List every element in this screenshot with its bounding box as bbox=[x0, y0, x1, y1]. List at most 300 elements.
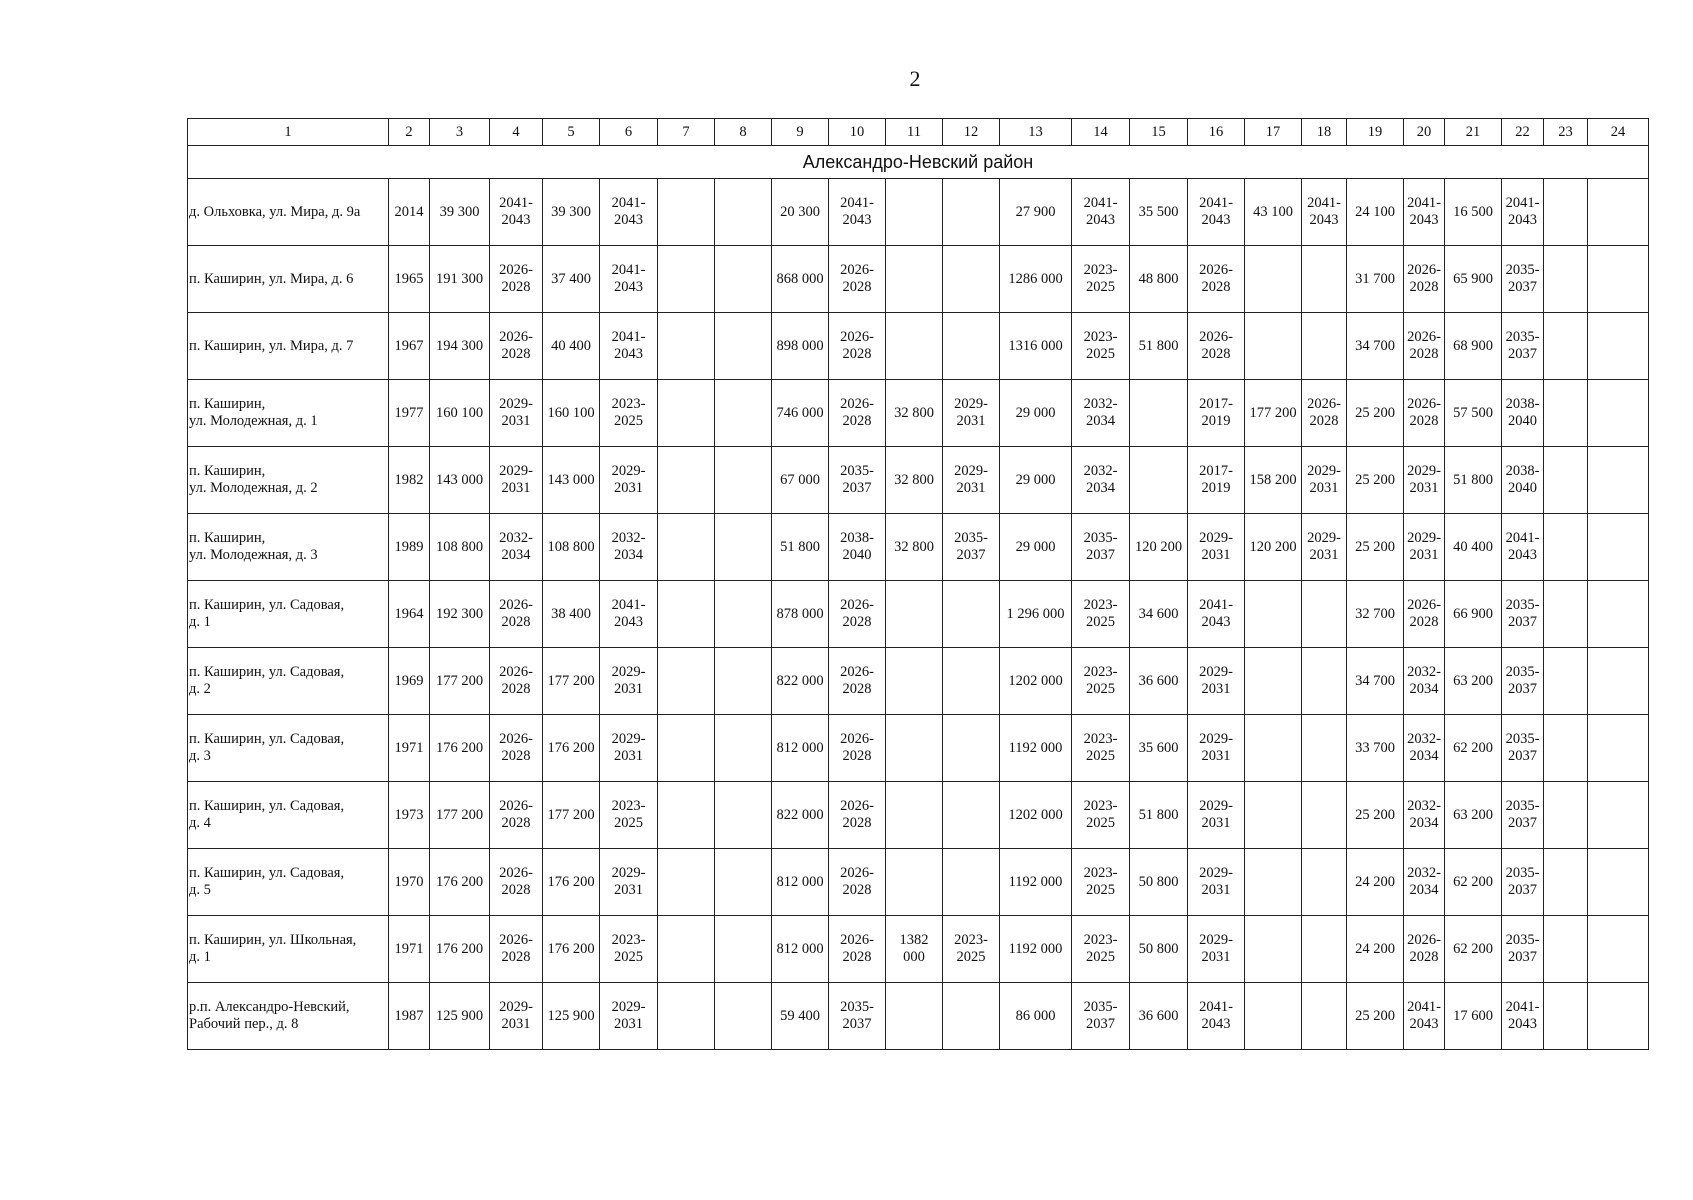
table-cell-col-5: 143 000 bbox=[543, 447, 600, 514]
table-row bbox=[188, 313, 1649, 380]
table-cell-col-4: 2026- 2028 bbox=[490, 782, 543, 849]
table-cell-col-13: 29 000 bbox=[1000, 514, 1072, 581]
column-header-19: 19 bbox=[1347, 119, 1404, 146]
table-cell-col-22: 2041- 2043 bbox=[1502, 983, 1544, 1050]
table-cell-col-16: 2026- 2028 bbox=[1188, 246, 1245, 313]
table-cell-col-3: 192 300 bbox=[430, 581, 490, 648]
table-cell-col-18: 2026- 2028 bbox=[1302, 380, 1347, 447]
table-cell-col-23 bbox=[1544, 313, 1588, 380]
address-cell: п. Каширин, ул. Школьная, д. 1 bbox=[188, 916, 389, 983]
table-cell-col-8 bbox=[715, 782, 772, 849]
table-cell-col-7 bbox=[658, 715, 715, 782]
table-cell-col-17: 177 200 bbox=[1245, 380, 1302, 447]
table-cell-col-21: 40 400 bbox=[1445, 514, 1502, 581]
table-cell-col-13: 1316 000 bbox=[1000, 313, 1072, 380]
table-cell-col-11 bbox=[886, 849, 943, 916]
district-name: Александро-Невский район bbox=[188, 146, 1649, 179]
table-row bbox=[188, 380, 1649, 447]
table-cell-col-4: 2026- 2028 bbox=[490, 581, 543, 648]
table-cell-col-10: 2026- 2028 bbox=[829, 380, 886, 447]
table-cell-col-3: 39 300 bbox=[430, 179, 490, 246]
register-table-wrapper bbox=[187, 118, 1649, 1050]
table-cell-col-8 bbox=[715, 246, 772, 313]
table-cell-col-12: 2029- 2031 bbox=[943, 380, 1000, 447]
table-cell-col-12 bbox=[943, 648, 1000, 715]
table-cell-col-7 bbox=[658, 380, 715, 447]
table-cell-col-4: 2029- 2031 bbox=[490, 380, 543, 447]
table-cell-col-11 bbox=[886, 648, 943, 715]
table-cell-col-2: 1977 bbox=[389, 380, 430, 447]
table-cell-col-22: 2035- 2037 bbox=[1502, 581, 1544, 648]
table-cell-col-6: 2041- 2043 bbox=[600, 581, 658, 648]
table-cell-col-16: 2017- 2019 bbox=[1188, 380, 1245, 447]
table-cell-col-4: 2026- 2028 bbox=[490, 648, 543, 715]
table-cell-col-6: 2041- 2043 bbox=[600, 246, 658, 313]
table-cell-col-9: 878 000 bbox=[772, 581, 829, 648]
table-cell-col-4: 2026- 2028 bbox=[490, 849, 543, 916]
table-cell-col-17 bbox=[1245, 581, 1302, 648]
table-cell-col-20: 2032- 2034 bbox=[1404, 849, 1445, 916]
table-cell-col-22: 2041- 2043 bbox=[1502, 514, 1544, 581]
table-cell-col-7 bbox=[658, 849, 715, 916]
table-cell-col-6: 2029- 2031 bbox=[600, 447, 658, 514]
table-cell-col-8 bbox=[715, 983, 772, 1050]
table-cell-col-17 bbox=[1245, 849, 1302, 916]
table-cell-col-9: 20 300 bbox=[772, 179, 829, 246]
table-cell-col-3: 176 200 bbox=[430, 715, 490, 782]
table-cell-col-10: 2035- 2037 bbox=[829, 983, 886, 1050]
table-cell-col-10: 2026- 2028 bbox=[829, 313, 886, 380]
table-cell-col-18 bbox=[1302, 983, 1347, 1050]
table-cell-col-19: 32 700 bbox=[1347, 581, 1404, 648]
table-cell-col-24 bbox=[1588, 313, 1649, 380]
table-cell-col-19: 34 700 bbox=[1347, 648, 1404, 715]
table-cell-col-24 bbox=[1588, 447, 1649, 514]
table-cell-col-19: 24 100 bbox=[1347, 179, 1404, 246]
table-cell-col-5: 177 200 bbox=[543, 648, 600, 715]
table-cell-col-23 bbox=[1544, 715, 1588, 782]
table-cell-col-3: 177 200 bbox=[430, 782, 490, 849]
table-cell-col-7 bbox=[658, 581, 715, 648]
table-cell-col-16: 2041- 2043 bbox=[1188, 983, 1245, 1050]
table-cell-col-5: 37 400 bbox=[543, 246, 600, 313]
table-cell-col-10: 2026- 2028 bbox=[829, 246, 886, 313]
table-cell-col-18: 2029- 2031 bbox=[1302, 514, 1347, 581]
table-cell-col-16: 2017- 2019 bbox=[1188, 447, 1245, 514]
table-cell-col-21: 17 600 bbox=[1445, 983, 1502, 1050]
table-cell-col-4: 2041- 2043 bbox=[490, 179, 543, 246]
table-cell-col-21: 66 900 bbox=[1445, 581, 1502, 648]
table-cell-col-22: 2035- 2037 bbox=[1502, 648, 1544, 715]
table-cell-col-6: 2041- 2043 bbox=[600, 313, 658, 380]
table-cell-col-7 bbox=[658, 916, 715, 983]
table-cell-col-18 bbox=[1302, 313, 1347, 380]
table-cell-col-24 bbox=[1588, 849, 1649, 916]
table-cell-col-18 bbox=[1302, 581, 1347, 648]
column-header-21: 21 bbox=[1445, 119, 1502, 146]
table-cell-col-5: 39 300 bbox=[543, 179, 600, 246]
table-cell-col-5: 40 400 bbox=[543, 313, 600, 380]
table-cell-col-22: 2038- 2040 bbox=[1502, 380, 1544, 447]
address-cell: п. Каширин, ул. Молодежная, д. 3 bbox=[188, 514, 389, 581]
table-cell-col-10: 2026- 2028 bbox=[829, 782, 886, 849]
table-cell-col-20: 2041- 2043 bbox=[1404, 983, 1445, 1050]
table-cell-col-24 bbox=[1588, 380, 1649, 447]
table-cell-col-8 bbox=[715, 648, 772, 715]
table-cell-col-16: 2029- 2031 bbox=[1188, 514, 1245, 581]
table-row bbox=[188, 581, 1649, 648]
table-cell-col-23 bbox=[1544, 648, 1588, 715]
table-cell-col-2: 1967 bbox=[389, 313, 430, 380]
table-cell-col-15: 50 800 bbox=[1130, 916, 1188, 983]
table-cell-col-17 bbox=[1245, 246, 1302, 313]
table-cell-col-13: 1192 000 bbox=[1000, 849, 1072, 916]
column-header-23: 23 bbox=[1544, 119, 1588, 146]
table-cell-col-9: 812 000 bbox=[772, 715, 829, 782]
table-cell-col-12: 2029- 2031 bbox=[943, 447, 1000, 514]
table-cell-col-24 bbox=[1588, 179, 1649, 246]
table-cell-col-2: 1971 bbox=[389, 916, 430, 983]
table-cell-col-2: 1965 bbox=[389, 246, 430, 313]
table-cell-col-18 bbox=[1302, 648, 1347, 715]
table-cell-col-21: 68 900 bbox=[1445, 313, 1502, 380]
column-header-16: 16 bbox=[1188, 119, 1245, 146]
table-cell-col-10: 2026- 2028 bbox=[829, 648, 886, 715]
table-cell-col-7 bbox=[658, 782, 715, 849]
table-cell-col-19: 25 200 bbox=[1347, 983, 1404, 1050]
table-cell-col-14: 2023- 2025 bbox=[1072, 782, 1130, 849]
table-cell-col-8 bbox=[715, 715, 772, 782]
table-cell-col-18 bbox=[1302, 246, 1347, 313]
table-cell-col-14: 2023- 2025 bbox=[1072, 849, 1130, 916]
table-cell-col-11: 32 800 bbox=[886, 447, 943, 514]
column-number-row bbox=[188, 119, 1649, 146]
table-cell-col-14: 2032- 2034 bbox=[1072, 447, 1130, 514]
table-cell-col-16: 2029- 2031 bbox=[1188, 648, 1245, 715]
table-cell-col-7 bbox=[658, 648, 715, 715]
table-cell-col-19: 25 200 bbox=[1347, 782, 1404, 849]
table-cell-col-5: 160 100 bbox=[543, 380, 600, 447]
address-cell: п. Каширин, ул. Мира, д. 7 bbox=[188, 313, 389, 380]
table-row bbox=[188, 916, 1649, 983]
column-header-2: 2 bbox=[389, 119, 430, 146]
table-cell-col-14: 2023- 2025 bbox=[1072, 581, 1130, 648]
table-cell-col-21: 62 200 bbox=[1445, 849, 1502, 916]
table-cell-col-6: 2029- 2031 bbox=[600, 715, 658, 782]
table-cell-col-9: 812 000 bbox=[772, 916, 829, 983]
table-cell-col-2: 1969 bbox=[389, 648, 430, 715]
table-cell-col-23 bbox=[1544, 380, 1588, 447]
table-cell-col-4: 2026- 2028 bbox=[490, 246, 543, 313]
table-cell-col-23 bbox=[1544, 179, 1588, 246]
table-cell-col-17: 120 200 bbox=[1245, 514, 1302, 581]
table-cell-col-14: 2023- 2025 bbox=[1072, 715, 1130, 782]
table-cell-col-3: 194 300 bbox=[430, 313, 490, 380]
table-cell-col-5: 177 200 bbox=[543, 782, 600, 849]
column-header-14: 14 bbox=[1072, 119, 1130, 146]
table-cell-col-7 bbox=[658, 983, 715, 1050]
table-cell-col-20: 2029- 2031 bbox=[1404, 447, 1445, 514]
table-cell-col-11 bbox=[886, 782, 943, 849]
table-cell-col-24 bbox=[1588, 581, 1649, 648]
table-cell-col-9: 812 000 bbox=[772, 849, 829, 916]
table-cell-col-18 bbox=[1302, 849, 1347, 916]
column-header-10: 10 bbox=[829, 119, 886, 146]
table-cell-col-4: 2026- 2028 bbox=[490, 715, 543, 782]
table-cell-col-14: 2023- 2025 bbox=[1072, 916, 1130, 983]
table-cell-col-14: 2032- 2034 bbox=[1072, 380, 1130, 447]
table-cell-col-16: 2029- 2031 bbox=[1188, 715, 1245, 782]
table-cell-col-15: 36 600 bbox=[1130, 983, 1188, 1050]
table-cell-col-8 bbox=[715, 849, 772, 916]
table-cell-col-17 bbox=[1245, 983, 1302, 1050]
table-cell-col-13: 1192 000 bbox=[1000, 916, 1072, 983]
table-cell-col-23 bbox=[1544, 514, 1588, 581]
table-cell-col-13: 29 000 bbox=[1000, 447, 1072, 514]
table-cell-col-15: 34 600 bbox=[1130, 581, 1188, 648]
table-cell-col-9: 746 000 bbox=[772, 380, 829, 447]
table-cell-col-15: 48 800 bbox=[1130, 246, 1188, 313]
table-cell-col-2: 1987 bbox=[389, 983, 430, 1050]
table-cell-col-13: 1192 000 bbox=[1000, 715, 1072, 782]
table-cell-col-8 bbox=[715, 514, 772, 581]
column-header-20: 20 bbox=[1404, 119, 1445, 146]
table-cell-col-6: 2023- 2025 bbox=[600, 782, 658, 849]
column-header-1: 1 bbox=[188, 119, 389, 146]
table-cell-col-9: 868 000 bbox=[772, 246, 829, 313]
column-header-11: 11 bbox=[886, 119, 943, 146]
table-cell-col-23 bbox=[1544, 447, 1588, 514]
table-cell-col-12: 2035- 2037 bbox=[943, 514, 1000, 581]
table-cell-col-11 bbox=[886, 313, 943, 380]
table-cell-col-8 bbox=[715, 179, 772, 246]
table-cell-col-18 bbox=[1302, 782, 1347, 849]
table-cell-col-19: 34 700 bbox=[1347, 313, 1404, 380]
table-cell-col-9: 59 400 bbox=[772, 983, 829, 1050]
table-cell-col-11 bbox=[886, 246, 943, 313]
table-cell-col-17 bbox=[1245, 782, 1302, 849]
table-row bbox=[188, 246, 1649, 313]
table-cell-col-24 bbox=[1588, 782, 1649, 849]
table-cell-col-20: 2032- 2034 bbox=[1404, 648, 1445, 715]
table-cell-col-7 bbox=[658, 246, 715, 313]
table-cell-col-16: 2041- 2043 bbox=[1188, 179, 1245, 246]
table-cell-col-23 bbox=[1544, 849, 1588, 916]
table-cell-col-22: 2035- 2037 bbox=[1502, 782, 1544, 849]
table-cell-col-12 bbox=[943, 179, 1000, 246]
address-cell: п. Каширин, ул. Садовая, д. 1 bbox=[188, 581, 389, 648]
column-header-18: 18 bbox=[1302, 119, 1347, 146]
table-cell-col-23 bbox=[1544, 782, 1588, 849]
address-cell: п. Каширин, ул. Садовая, д. 2 bbox=[188, 648, 389, 715]
table-cell-col-10: 2026- 2028 bbox=[829, 916, 886, 983]
table-cell-col-17 bbox=[1245, 648, 1302, 715]
table-cell-col-2: 1973 bbox=[389, 782, 430, 849]
table-cell-col-10: 2026- 2028 bbox=[829, 581, 886, 648]
table-cell-col-13: 1202 000 bbox=[1000, 648, 1072, 715]
table-cell-col-14: 2023- 2025 bbox=[1072, 648, 1130, 715]
table-cell-col-15: 36 600 bbox=[1130, 648, 1188, 715]
table-cell-col-11 bbox=[886, 581, 943, 648]
column-header-5: 5 bbox=[543, 119, 600, 146]
table-cell-col-18 bbox=[1302, 715, 1347, 782]
table-cell-col-6: 2032- 2034 bbox=[600, 514, 658, 581]
table-cell-col-21: 63 200 bbox=[1445, 648, 1502, 715]
table-cell-col-16: 2029- 2031 bbox=[1188, 849, 1245, 916]
table-cell-col-14: 2041- 2043 bbox=[1072, 179, 1130, 246]
address-cell: п. Каширин, ул. Садовая, д. 3 bbox=[188, 715, 389, 782]
table-cell-col-15: 120 200 bbox=[1130, 514, 1188, 581]
column-header-12: 12 bbox=[943, 119, 1000, 146]
table-cell-col-3: 108 800 bbox=[430, 514, 490, 581]
table-cell-col-5: 38 400 bbox=[543, 581, 600, 648]
table-cell-col-12 bbox=[943, 581, 1000, 648]
column-header-3: 3 bbox=[430, 119, 490, 146]
address-cell: п. Каширин, ул. Молодежная, д. 1 bbox=[188, 380, 389, 447]
column-header-17: 17 bbox=[1245, 119, 1302, 146]
table-cell-col-17: 43 100 bbox=[1245, 179, 1302, 246]
table-cell-col-22: 2035- 2037 bbox=[1502, 916, 1544, 983]
column-header-7: 7 bbox=[658, 119, 715, 146]
table-cell-col-2: 1970 bbox=[389, 849, 430, 916]
column-header-9: 9 bbox=[772, 119, 829, 146]
table-cell-col-24 bbox=[1588, 514, 1649, 581]
table-cell-col-8 bbox=[715, 380, 772, 447]
table-cell-col-20: 2026- 2028 bbox=[1404, 246, 1445, 313]
table-cell-col-20: 2026- 2028 bbox=[1404, 581, 1445, 648]
column-header-13: 13 bbox=[1000, 119, 1072, 146]
table-cell-col-7 bbox=[658, 313, 715, 380]
table-cell-col-5: 176 200 bbox=[543, 916, 600, 983]
table-cell-col-17: 158 200 bbox=[1245, 447, 1302, 514]
table-cell-col-11: 32 800 bbox=[886, 380, 943, 447]
table-row bbox=[188, 849, 1649, 916]
table-cell-col-10: 2035- 2037 bbox=[829, 447, 886, 514]
table-cell-col-21: 16 500 bbox=[1445, 179, 1502, 246]
table-cell-col-12: 2023- 2025 bbox=[943, 916, 1000, 983]
table-cell-col-3: 143 000 bbox=[430, 447, 490, 514]
table-cell-col-24 bbox=[1588, 916, 1649, 983]
address-cell: п. Каширин, ул. Мира, д. 6 bbox=[188, 246, 389, 313]
table-cell-col-19: 33 700 bbox=[1347, 715, 1404, 782]
table-cell-col-6: 2023- 2025 bbox=[600, 380, 658, 447]
table-cell-col-12 bbox=[943, 313, 1000, 380]
table-cell-col-19: 25 200 bbox=[1347, 514, 1404, 581]
address-cell: р.п. Александро-Невский, Рабочий пер., д. 8 bbox=[188, 983, 389, 1050]
table-cell-col-19: 24 200 bbox=[1347, 916, 1404, 983]
table-cell-col-7 bbox=[658, 179, 715, 246]
table-cell-col-9: 822 000 bbox=[772, 648, 829, 715]
table-cell-col-23 bbox=[1544, 916, 1588, 983]
table-cell-col-5: 125 900 bbox=[543, 983, 600, 1050]
column-header-24: 24 bbox=[1588, 119, 1649, 146]
column-header-8: 8 bbox=[715, 119, 772, 146]
table-cell-col-9: 51 800 bbox=[772, 514, 829, 581]
table-cell-col-21: 62 200 bbox=[1445, 916, 1502, 983]
table-cell-col-2: 1989 bbox=[389, 514, 430, 581]
table-cell-col-9: 67 000 bbox=[772, 447, 829, 514]
table-cell-col-21: 62 200 bbox=[1445, 715, 1502, 782]
table-cell-col-20: 2032- 2034 bbox=[1404, 715, 1445, 782]
table-cell-col-12 bbox=[943, 715, 1000, 782]
table-cell-col-21: 57 500 bbox=[1445, 380, 1502, 447]
table-cell-col-5: 176 200 bbox=[543, 715, 600, 782]
table-cell-col-10: 2026- 2028 bbox=[829, 715, 886, 782]
table-cell-col-8 bbox=[715, 916, 772, 983]
address-cell: п. Каширин, ул. Садовая, д. 4 bbox=[188, 782, 389, 849]
table-cell-col-3: 160 100 bbox=[430, 380, 490, 447]
table-cell-col-15: 51 800 bbox=[1130, 782, 1188, 849]
table-cell-col-17 bbox=[1245, 715, 1302, 782]
table-cell-col-3: 191 300 bbox=[430, 246, 490, 313]
table-cell-col-24 bbox=[1588, 246, 1649, 313]
table-cell-col-13: 1202 000 bbox=[1000, 782, 1072, 849]
table-cell-col-7 bbox=[658, 447, 715, 514]
table-cell-col-15 bbox=[1130, 380, 1188, 447]
table-cell-col-6: 2023- 2025 bbox=[600, 916, 658, 983]
table-cell-col-4: 2026- 2028 bbox=[490, 916, 543, 983]
table-cell-col-2: 1982 bbox=[389, 447, 430, 514]
table-cell-col-20: 2041- 2043 bbox=[1404, 179, 1445, 246]
table-cell-col-23 bbox=[1544, 983, 1588, 1050]
table-cell-col-22: 2035- 2037 bbox=[1502, 849, 1544, 916]
table-cell-col-12 bbox=[943, 849, 1000, 916]
table-cell-col-15: 35 500 bbox=[1130, 179, 1188, 246]
table-cell-col-3: 177 200 bbox=[430, 648, 490, 715]
column-header-6: 6 bbox=[600, 119, 658, 146]
column-header-15: 15 bbox=[1130, 119, 1188, 146]
table-cell-col-20: 2026- 2028 bbox=[1404, 313, 1445, 380]
table-cell-col-24 bbox=[1588, 983, 1649, 1050]
table-row bbox=[188, 447, 1649, 514]
table-cell-col-8 bbox=[715, 581, 772, 648]
table-cell-col-6: 2029- 2031 bbox=[600, 648, 658, 715]
table-cell-col-17 bbox=[1245, 313, 1302, 380]
table-cell-col-10: 2041- 2043 bbox=[829, 179, 886, 246]
table-cell-col-4: 2029- 2031 bbox=[490, 447, 543, 514]
table-cell-col-17 bbox=[1245, 916, 1302, 983]
table-cell-col-6: 2029- 2031 bbox=[600, 983, 658, 1050]
table-cell-col-12 bbox=[943, 983, 1000, 1050]
table-cell-col-22: 2038- 2040 bbox=[1502, 447, 1544, 514]
table-cell-col-12 bbox=[943, 782, 1000, 849]
table-cell-col-14: 2023- 2025 bbox=[1072, 313, 1130, 380]
table-cell-col-16: 2029- 2031 bbox=[1188, 782, 1245, 849]
table-cell-col-11 bbox=[886, 715, 943, 782]
table-cell-col-8 bbox=[715, 447, 772, 514]
table-cell-col-19: 24 200 bbox=[1347, 849, 1404, 916]
column-header-22: 22 bbox=[1502, 119, 1544, 146]
table-cell-col-21: 63 200 bbox=[1445, 782, 1502, 849]
table-cell-col-8 bbox=[715, 313, 772, 380]
table-cell-col-16: 2026- 2028 bbox=[1188, 313, 1245, 380]
table-cell-col-24 bbox=[1588, 715, 1649, 782]
table-cell-col-14: 2035- 2037 bbox=[1072, 983, 1130, 1050]
table-cell-col-14: 2035- 2037 bbox=[1072, 514, 1130, 581]
table-cell-col-23 bbox=[1544, 246, 1588, 313]
table-cell-col-13: 1286 000 bbox=[1000, 246, 1072, 313]
table-cell-col-4: 2032- 2034 bbox=[490, 514, 543, 581]
table-row bbox=[188, 648, 1649, 715]
table-cell-col-15: 50 800 bbox=[1130, 849, 1188, 916]
table-cell-col-13: 27 900 bbox=[1000, 179, 1072, 246]
table-cell-col-22: 2035- 2037 bbox=[1502, 715, 1544, 782]
table-cell-col-4: 2029- 2031 bbox=[490, 983, 543, 1050]
address-cell: д. Ольховка, ул. Мира, д. 9а bbox=[188, 179, 389, 246]
table-cell-col-22: 2041- 2043 bbox=[1502, 179, 1544, 246]
table-cell-col-12 bbox=[943, 246, 1000, 313]
table-cell-col-9: 822 000 bbox=[772, 782, 829, 849]
